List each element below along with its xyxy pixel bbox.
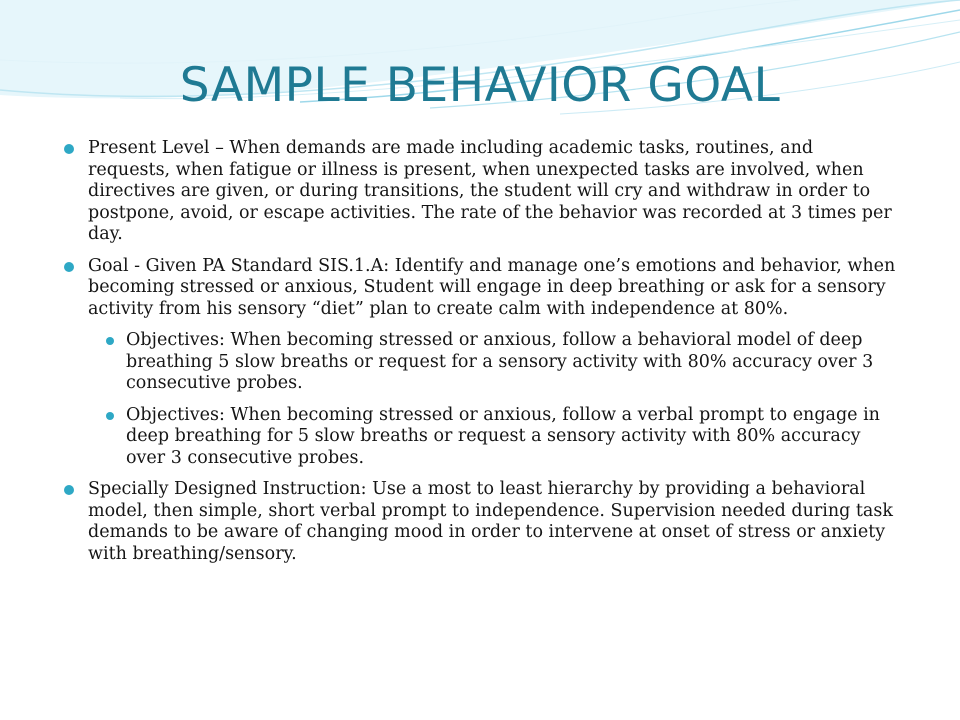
bullet-specially-designed-instruction <box>60 479 900 565</box>
sub-bullet-dot-icon <box>106 412 114 420</box>
sub-bullet-objective-1 <box>60 330 900 395</box>
bullet-present-level <box>60 138 900 246</box>
slide-title: SAMPLE BEHAVIOR GOAL <box>179 58 781 113</box>
bullet-text: Objectives: When becoming stressed or anxious, follow a verbal prompt to engage in deep breathing for 5 slow breaths or request a sensory activity with 80% accuracy over 3 consecutive probes. <box>126 404 880 468</box>
bullet-goal <box>60 256 900 321</box>
bullet-text: Specially Designed Instruction: Use a most to least hierarchy by providing a behavioral model, then simple, short verbal prompt to independence. Supervision needed during task demands to be aware of changing mood in order to intervene at onset of stress or anxiety with breathing/sensory. <box>88 479 893 564</box>
bullet-dot-icon <box>64 262 74 272</box>
bullet-text: Present Level – When demands are made including academic tasks, routines, and requests, when fatigue or illness is present, when unexpected tasks are involved, when directives are given, or during transitions, the student will cry and withdraw in order to postpone, avoid, or escape activities. The rate of the behavior was recorded at 3 times per day. <box>88 138 892 244</box>
sub-bullet-dot-icon <box>106 337 114 345</box>
bullet-text: Objectives: When becoming stressed or anxious, follow a behavioral model of deep breathing 5 slow breaths or request for a sensory activity with 80% accuracy over 3 consecutive probes. <box>126 330 874 393</box>
bullet-text: Goal - Given PA Standard SIS.1.A: Identify and manage one’s emotions and behavior, when becoming stressed or anxious, Student will engage in deep breathing or ask for a sensory activity from his sensory “diet” plan to create calm with independence at 80%. <box>88 255 896 319</box>
bullet-dot-icon <box>64 485 74 495</box>
sub-bullet-objective-2 <box>60 405 900 470</box>
bullet-dot-icon <box>64 144 74 154</box>
slide-body <box>60 138 900 575</box>
